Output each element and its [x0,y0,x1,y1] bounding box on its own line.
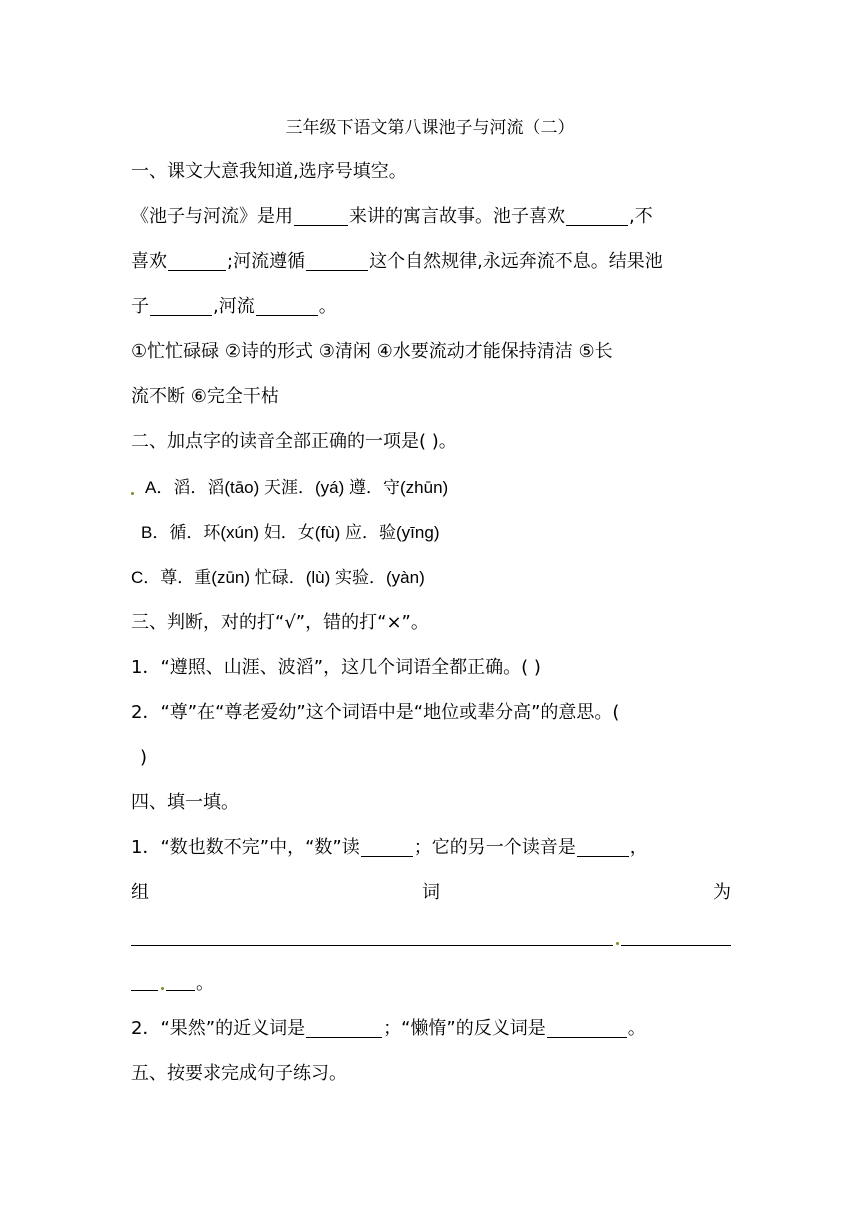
answer-line[interactable] [131,945,613,946]
judge-item-1 [131,654,731,682]
fill-blank[interactable] [256,297,318,316]
text: 词 [422,882,440,903]
answer-line[interactable] [621,945,731,946]
section-1-options-line-2: 流不断 ⑥完全干枯 [131,386,279,407]
fill-item-1-continued [131,879,731,907]
text: B．循．环(xún) 妇 [141,523,281,542]
text: ．女(fù) 应．验(yīng) [280,523,440,542]
text: 保持清洁 ⑤长 [500,341,613,362]
text: 1．“遵照、山涯、波滔”，这几个词 [131,657,414,678]
text: 来讲 [349,206,385,227]
section-1-paragraph-line-2 [131,248,731,276]
page-title: 三年级下语文第八课池子与河流（二） [285,118,575,138]
text: 这个自然规律,永远奔流不息。结果池 [369,251,663,272]
text: 语全都正确。( ) [413,657,541,678]
text: 《池子与河流》是用 [131,206,293,227]
text: 。 [318,296,337,317]
fill-blank[interactable] [168,252,226,271]
section-1-paragraph-line-3 [131,293,731,321]
section-2-heading: 二、加点字的读音全部正确的一项是( )。 [131,431,457,452]
fill-blank[interactable] [361,838,413,857]
text: 2．“果然”的近义词是 [131,1018,306,1039]
section-4-heading: 四、填一填。 [131,792,239,813]
fill-blank[interactable] [577,838,629,857]
text: 喜欢 [131,251,167,272]
option-c[interactable]: C．尊．重(zūn) 忙碌．(lù) 实验．(yàn) [131,568,425,587]
fill-item-2 [131,1015,731,1043]
text: 为 [713,882,731,903]
option-b[interactable] [141,519,741,547]
text: ；“懒惰”的反义词是 [383,1018,546,1039]
text: 。 [627,1018,646,1039]
section-3-heading: 三、判断，对的打“√”，错的打“×”。 [131,612,429,633]
fill-blank[interactable] [294,207,348,226]
fill-blank[interactable] [566,207,628,226]
text: ,不 [629,206,653,227]
text: 组 [131,882,149,903]
text: ， [629,837,648,858]
section-5-heading: 五、按要求完成句子练习。 [131,1063,347,1084]
text: 的寓言故事。池子喜欢 [385,206,565,227]
text: 1．“数也数不完”中，“数”读 [131,837,360,858]
fill-blank[interactable] [547,1019,627,1038]
section-1-heading: 一、课文大意我知道,选序号填空。 [131,161,407,182]
answer-line[interactable] [131,990,158,991]
text: ；它的另一个读音是 [413,837,576,858]
text: ,河流 [213,296,255,317]
stray-dot [161,987,164,990]
section-1-paragraph-line-1 [131,203,731,231]
section-1-options-line-1 [131,338,731,366]
fill-blank[interactable] [306,252,368,271]
text: ①忙忙碌碌 ②诗的形式 ③清闲 ④水要流动才能 [131,341,501,362]
fill-item-1 [131,834,731,862]
answer-line[interactable] [166,990,195,991]
fill-blank[interactable] [306,1019,382,1038]
judge-item-2-bracket: ) [140,747,148,768]
text: 子 [131,296,149,317]
option-a[interactable]: A．滔．滔(tāo) 天涯．(yá) 遵．守(zhūn) [145,478,449,497]
judge-item-2: 2．“尊”在“尊老爱幼”这个词语中是“地位或辈分高”的意思。( [131,702,620,723]
text: ;河流遵循 [227,251,306,272]
text: 。 [196,973,214,994]
stray-dot [131,492,134,495]
stray-dot [616,942,619,945]
fill-blank[interactable] [150,297,212,316]
